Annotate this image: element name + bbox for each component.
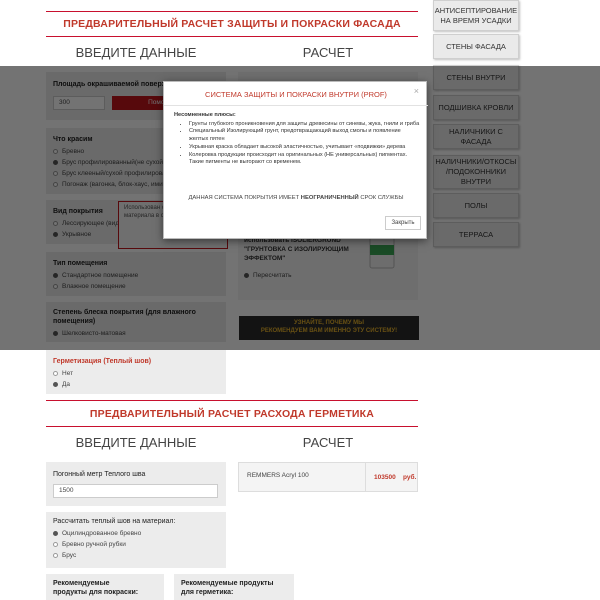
seal-result-panel <box>238 462 418 492</box>
material-option-1[interactable]: Оцилиндрованное бревно <box>53 530 141 537</box>
calc2-title: ПРЕДВАРИТЕЛЬНЫЙ РАСЧЕТ РАСХОДА ГЕРМЕТИКА <box>89 408 375 420</box>
seal-result-product: REMMERS Acryl 100 <box>247 472 309 479</box>
title2-line-top <box>46 400 418 401</box>
calc1-input-head: ВВЕДИТЕ ДАННЫЕ <box>75 45 197 60</box>
radio-icon <box>53 371 58 376</box>
seal-panel <box>46 350 226 394</box>
rec-seal-panel <box>174 574 294 600</box>
material-option-3[interactable]: Брус <box>53 552 76 559</box>
rec-paint-panel <box>46 574 164 600</box>
title-line-top <box>46 11 418 12</box>
title2-line-bottom <box>46 426 418 427</box>
meter-label: Погонный метр Теплого шва <box>53 471 146 478</box>
rec-seal-label: Рекомендуемые продукты для герметика: <box>181 580 274 597</box>
modal-close-button[interactable]: Закрыть <box>385 216 421 230</box>
info-modal <box>163 81 427 239</box>
sidebar-item-facade-walls[interactable]: СТЕНЫ ФАСАДА <box>433 34 519 59</box>
modal-body <box>174 112 420 167</box>
material-panel <box>46 512 226 568</box>
radio-icon <box>53 553 58 558</box>
material-option-2[interactable]: Бревно ручной рубки <box>53 541 126 548</box>
calc2-result-head: РАСЧЕТ <box>302 435 354 450</box>
meter-input[interactable]: 1500 <box>53 484 218 498</box>
title-line-bottom <box>46 36 418 37</box>
calc1-title: ПРЕДВАРИТЕЛЬНЫЙ РАСЧЕТ ЗАЩИТЫ И ПОКРАСКИ ФАСАДА <box>63 18 401 30</box>
modal-footer-text: ДАННАЯ СИСТЕМА ПОКРЫТИЯ ИМЕЕТ НЕОГРАНИЧЕННЫЙ СРОК СЛУЖБЫ <box>188 195 404 201</box>
calc2-input-head: ВВЕДИТЕ ДАННЫЕ <box>75 435 197 450</box>
pros-item: • Специальный Изолирующий грунт, предотвращающий выход смолы и появление желтых пятен <box>189 128 420 143</box>
pros-item: • Укрывная краска обладает высокой эластичностью, учитывает «подвижки» дерева <box>189 144 420 152</box>
seal-option-no[interactable]: Нет <box>53 370 73 377</box>
pros-item: • Колеровка продукции происходит на оригинальных (НЕ универсальных) пигментах. Такие пигменты не выгорают со временем. <box>189 152 420 167</box>
calc1-result-head: РАСЧЕТ <box>302 45 354 60</box>
seal-option-yes[interactable]: Да <box>53 381 70 388</box>
modal-title: СИСТЕМА ЗАЩИТЫ И ПОКРАСКИ ВНУТРИ (PROF) <box>205 90 387 99</box>
seal-result-currency: руб. <box>403 474 417 481</box>
material-label: Рассчитать теплый шов на материал: <box>53 518 176 525</box>
seal-label: Герметизация (Теплый шов) <box>53 358 152 365</box>
pros-list <box>189 121 420 167</box>
pros-item: • Грунты глубокого проникновения для защиты древесины от синевы, жука, гнили и грибa <box>189 121 420 129</box>
seal-result-price: 103500 <box>374 474 396 481</box>
modal-divider <box>164 105 428 106</box>
meter-panel <box>46 462 226 506</box>
rec-paint-label: Рекомендуемые продукты для покраски: <box>53 580 139 597</box>
radio-icon <box>53 531 58 536</box>
radio-icon <box>53 382 58 387</box>
close-icon[interactable]: × <box>413 86 419 96</box>
radio-icon <box>53 542 58 547</box>
pros-label: Несомненные плюсы: <box>174 112 236 118</box>
seal-result-divider <box>365 463 366 491</box>
sidebar-item-antiseptic[interactable]: АНТИСЕПТИРОВАНИЕ НА ВРЕМЯ УСАДКИ <box>433 0 519 31</box>
